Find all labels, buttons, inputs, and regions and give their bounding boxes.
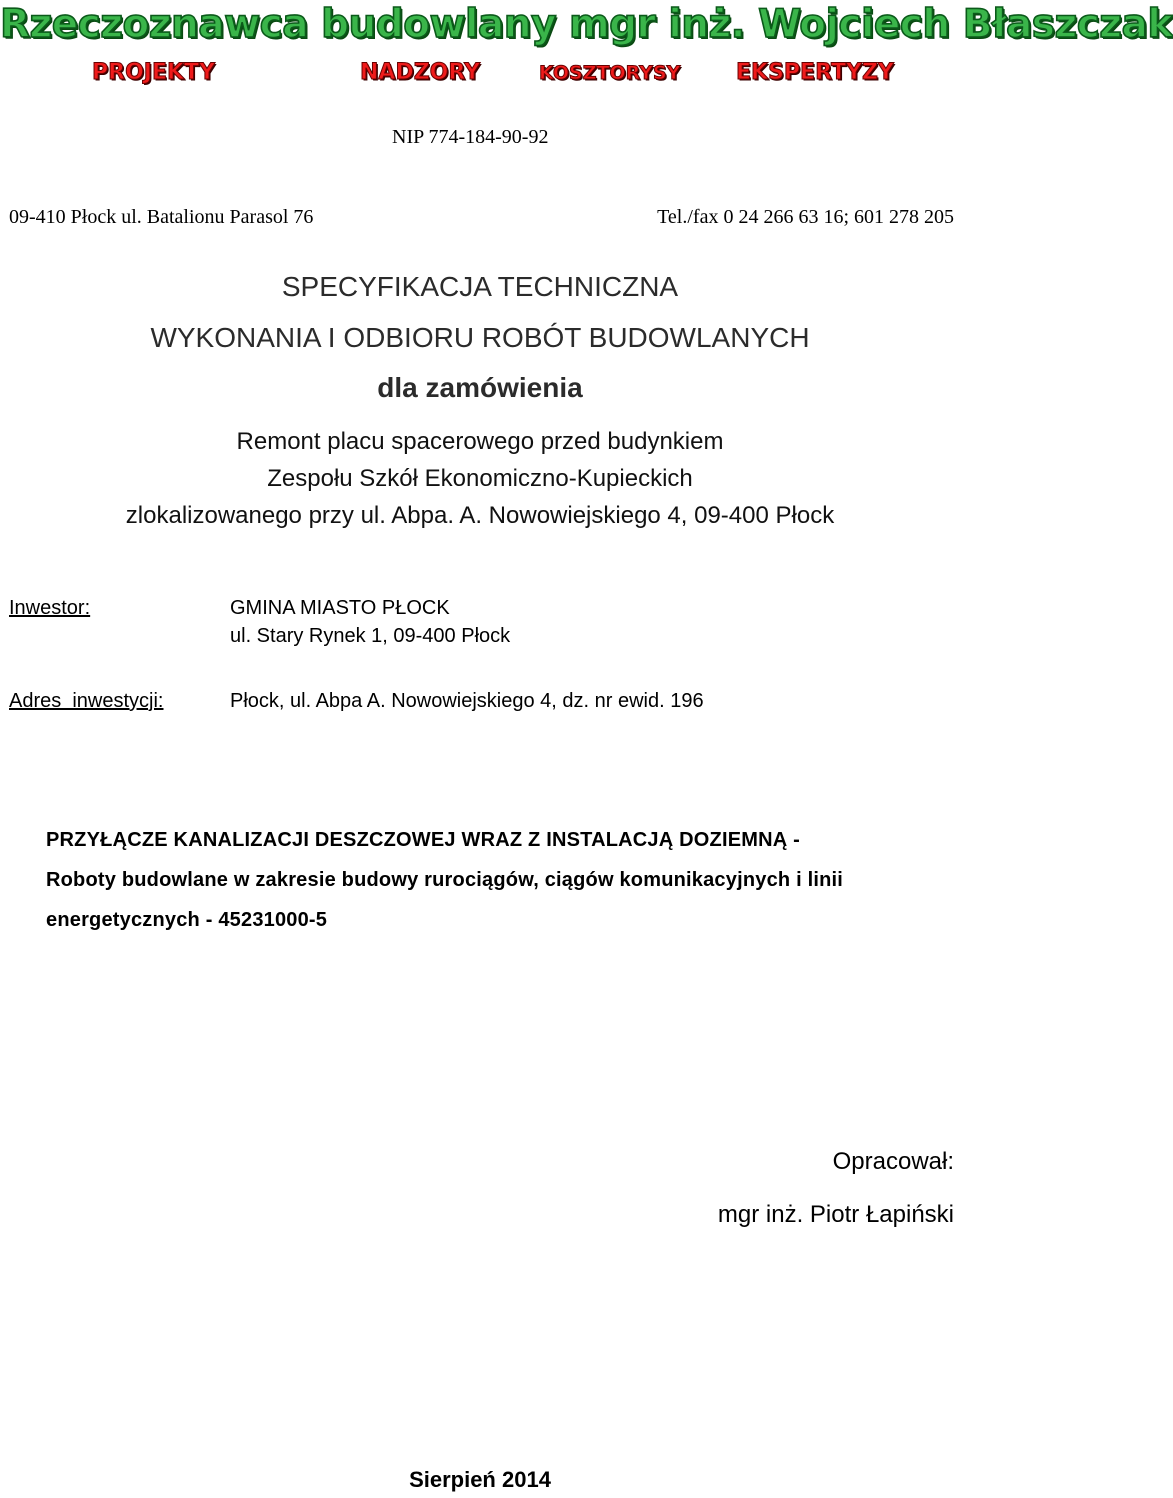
company-banner-title: Rzeczoznawca budowlany mgr inż. Wojciech Błaszczak <box>0 2 1173 47</box>
nip-number: NIP 774-184-90-92 <box>392 126 549 148</box>
document-title-line1: SPECYFIKACJA TECHNICZNA <box>281 271 679 302</box>
document-title-line3: dla zamówienia <box>377 372 583 403</box>
document-title-line2: WYKONANIA I ODBIORU ROBÓT BUDOWLANYCH <box>150 322 810 353</box>
investment-address-label: Adres inwestycji: <box>9 690 164 712</box>
author-name: mgr inż. Piotr Łapiński <box>717 1201 954 1228</box>
banner-item-ekspertyzy: EKSPERTYZY <box>736 60 894 85</box>
investment-address-value: Płock, ul. Abpa A. Nowowiejskiego 4, dz. nr ewid. 196 <box>230 690 704 712</box>
prepared-by-label: Opracował: <box>832 1148 954 1175</box>
investor-label: Inwestor: <box>9 597 91 619</box>
investor-address: ul. Stary Rynek 1, 09-400 Płock <box>230 625 511 647</box>
scope-line1: PRZYŁĄCZE KANALIZACJI DESZCZOWEJ WRAZ Z INSTALACJĄ DOZIEMNĄ - <box>46 829 801 851</box>
subject-line1: Remont placu spacerowego przed budynkiem <box>236 428 724 455</box>
scope-line3: energetycznych - 45231000-5 <box>46 909 328 931</box>
subject-line3: zlokalizowanego przy ul. Abpa. A. Nowowiejskiego 4, 09-400 Płock <box>125 502 835 529</box>
investor-name: GMINA MIASTO PŁOCK <box>230 597 450 619</box>
banner-item-nadzory: NADZORY <box>360 60 481 85</box>
company-phone: Tel./fax 0 24 266 63 16; 601 278 205 <box>657 206 954 228</box>
company-address: 09-410 Płock ul. Batalionu Parasol 76 <box>9 206 314 228</box>
banner-item-kosztorysy: KOSZTORYSY <box>539 62 681 84</box>
subject-line2: Zespołu Szkół Ekonomiczno-Kupieckich <box>267 465 693 492</box>
document-date: Sierpień 2014 <box>409 1467 551 1492</box>
scope-line2: Roboty budowlane w zakresie budowy rurociągów, ciągów komunikacyjnych i linii <box>46 869 844 891</box>
banner-item-projekty: PROJEKTY <box>92 60 215 85</box>
